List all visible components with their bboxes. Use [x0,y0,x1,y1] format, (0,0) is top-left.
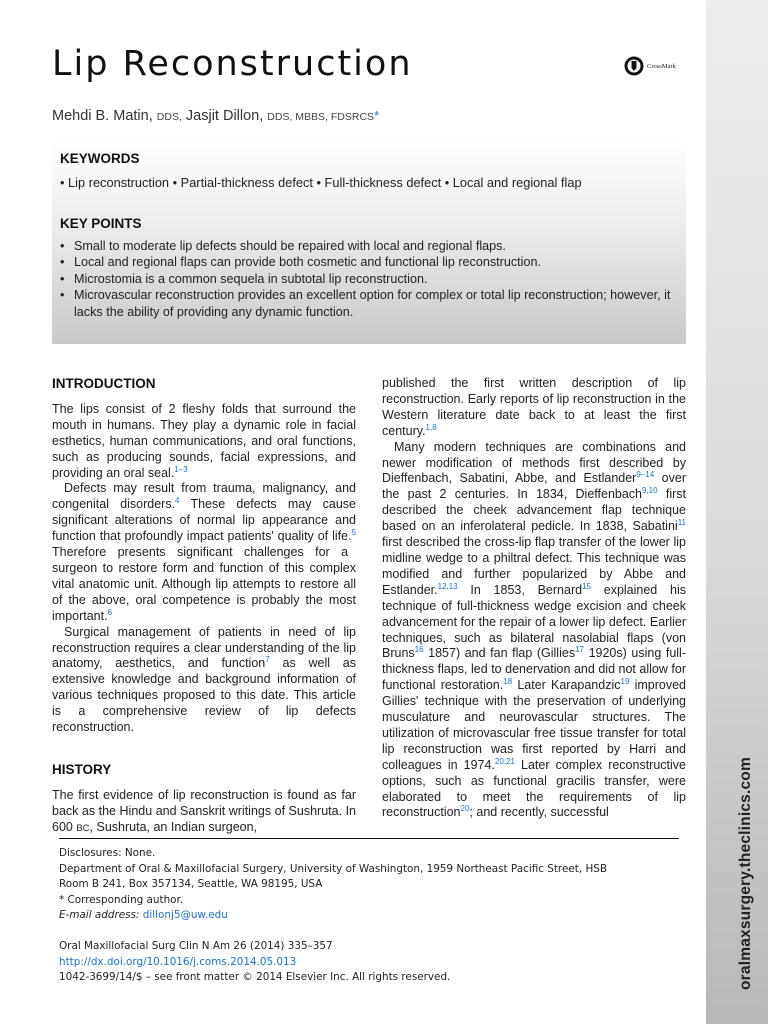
copyright: 1042-3699/14/$ – see front matter © 2014 Elsevier Inc. All rights reserved. [59,971,451,984]
citation-link[interactable]: 6 [107,607,113,617]
author-name: Mehdi B. Matin, [52,108,153,124]
affiliation-line-2: Room B 241, Box 357134, Seattle, WA 98195, USA [59,878,323,891]
citation-link[interactable]: 4 [175,496,180,506]
citation-link[interactable]: 19 [620,677,630,687]
keyword: Full-thickness defect [324,175,442,190]
keyword: Lip reconstruction [68,175,170,190]
citation-link[interactable]: 17 [575,645,584,655]
article-title: Lip Reconstruction [52,44,413,84]
corresponding-author: * Corresponding author. [59,893,184,906]
history-paragraph-1: The first evidence of lip reconstruction is found as far back as the Hindu and Sanskrit writings of Sushruta. In 600 BC, Sushruta, an Indian surgeon, [52,787,356,834]
citation-link[interactable]: 20 [460,804,470,814]
corresponding-star[interactable]: * [374,108,380,123]
email-label: E-mail address: [59,909,140,922]
crossmark-badge[interactable] [624,56,676,76]
author-name: Jasjit Dillon, [185,108,264,124]
key-point: • Microvascular reconstruction provides an excellent option for complex or total lip reconstruction; however, it lacks the ability of providing any dynamic function. [60,287,680,320]
citation-link[interactable]: 11 [677,518,686,527]
author-degrees: DDS, [156,111,182,123]
affiliation-line-1: Department of Oral & Maxillofacial Surgery, University of Washington, 1959 Northeast Pacific Street, HSB [59,862,607,875]
key-point: • Local and regional flaps can provide both cosmetic and functional lip reconstruction. [60,254,680,270]
citation-link[interactable]: 12,13 [437,581,458,591]
history-paragraph-3: Many modern techniques are combinations and newer modification of methods first described by Dieffenbach, Sabatini, Abbe, and Estlander$^{9-14}$ over the past 2 centuries. In 1834, Dieffenbach$^{9,10}$ first described the cheek advancement flap technique based on an inferolateral pedicle. In 1838, Sabatini$^{11}$ first described the cross-lip flap transfer of the lower lip midline wedge to a philtral defect. This technique was modified and further popularized by Abbe and Estlander.$^{12,13}$ In 1853, Bernard$^{15}$ explained his technique of full-thickness wedge excision and cheek advancement for the repair of a lower lip defect. Earlier techniques, such as bilateral nasolabial flaps (von Bruns$^{16}$ 1857) and fan flap (Gillies$^{17}$ 1920s) using full-thickness flaps, led to denervation and did not allow for functional restoration.$^{18}$ Later Karapandzic$^{19}$ improved Gillies' technique with the preservation of underlying musculature and neurovascular structures. The utilization of microvascular free tissue transfer for total lip reconstruction was first reported by Harri and colleagues in 1974.$^{20,21}$ Later complex reconstructive options, such as functional gracilis transfer, were elaborated to meet the requirements of lip reconstruction$^{20}$; and recently, successful [382,439,686,820]
citation-link[interactable]: 9,10 [642,486,658,496]
author-line [52,108,379,124]
keywords-list: • Lip reconstruction • Partial-thickness defect • Full-thickness defect • Local and regional flap [60,175,582,190]
email-link[interactable]: dillonj5@uw.edu [142,909,228,922]
keyword: Partial-thickness defect [180,175,313,190]
history-paragraph-2: published the first written description of lip reconstruction. Early reports of lip reconstruction in the Western literature date back to at least the first century.$^{1,8}$ [382,376,686,438]
citation-link[interactable]: 18 [503,677,513,687]
intro-paragraph-3: Surgical management of patients in need of lip reconstruction requires a clear understanding of the lip anatomy, aesthetics, and function$^7$ as well as extensive knowledge and background information of various techniques proposed to this date. This article is a comprehensive review of lip defects reconstruction. [52,624,357,735]
key-point: • Microstomia is a common sequela in subtotal lip reconstruction. [60,271,680,287]
email-line [59,908,689,924]
crossmark-icon [624,56,644,76]
left-column [52,376,356,837]
history-heading: HISTORY [52,761,112,777]
footer-divider [59,838,679,839]
citation-link[interactable]: 5 [351,528,356,537]
key-points-heading: KEY POINTS [60,216,142,231]
citation-link[interactable]: 15 [582,581,591,591]
keywords-heading: KEYWORDS [60,151,140,166]
citation-link[interactable]: 1,8 [425,422,437,432]
keyword: Local and regional flap [452,175,582,190]
journal-site-url[interactable]: oralmaxsurgery.theclinics.com [737,757,754,990]
author-degrees: DDS, MBBS, FDSRCS [267,111,375,123]
key-point: • Small to moderate lip defects should be repaired with local and regional flaps. [60,238,680,254]
intro-paragraph-1: The lips consist of 2 fleshy folds that surround the mouth in humans. They play a dynamic role in facial esthetics, human communications, and oral functions, such as producing sounds, facial expressions, and providing an oral seal.$^{1-3}$ [52,401,356,480]
journal-citation: Oral Maxillofacial Surg Clin N Am 26 (2014) 335–357 [59,939,333,952]
citation-link[interactable]: 9–14 [636,470,655,480]
crossmark-label: CrossMark [647,62,676,70]
intro-paragraph-2: Defects may result from trauma, malignancy, and congenital disorders.$^4$ These defects may cause significant alterations of normal lip appearance and function that profoundly impact patients' quality of life.$^5$ Therefore presents significant challenges for a surgeon to restore form and function of this complex vital anatomic unit. Although lip attempts to restore all of the above, oral competence is probably the most important.$^6$ [52,481,356,623]
citation-link[interactable]: 16 [414,645,424,655]
citation-link[interactable]: 1–3 [174,464,188,474]
disclosures: Disclosures: None. [59,847,156,859]
citation-link[interactable]: 20,21 [494,756,515,766]
key-points-list [60,238,680,320]
citation-link[interactable]: 7 [265,655,270,665]
keywords-keypoints-box [52,140,686,344]
introduction-heading: INTRODUCTION [52,376,156,391]
doi-link[interactable]: http://dx.doi.org/10.1016/j.coms.2014.05.013 [59,955,297,968]
footer [59,846,689,986]
right-column [382,376,686,821]
